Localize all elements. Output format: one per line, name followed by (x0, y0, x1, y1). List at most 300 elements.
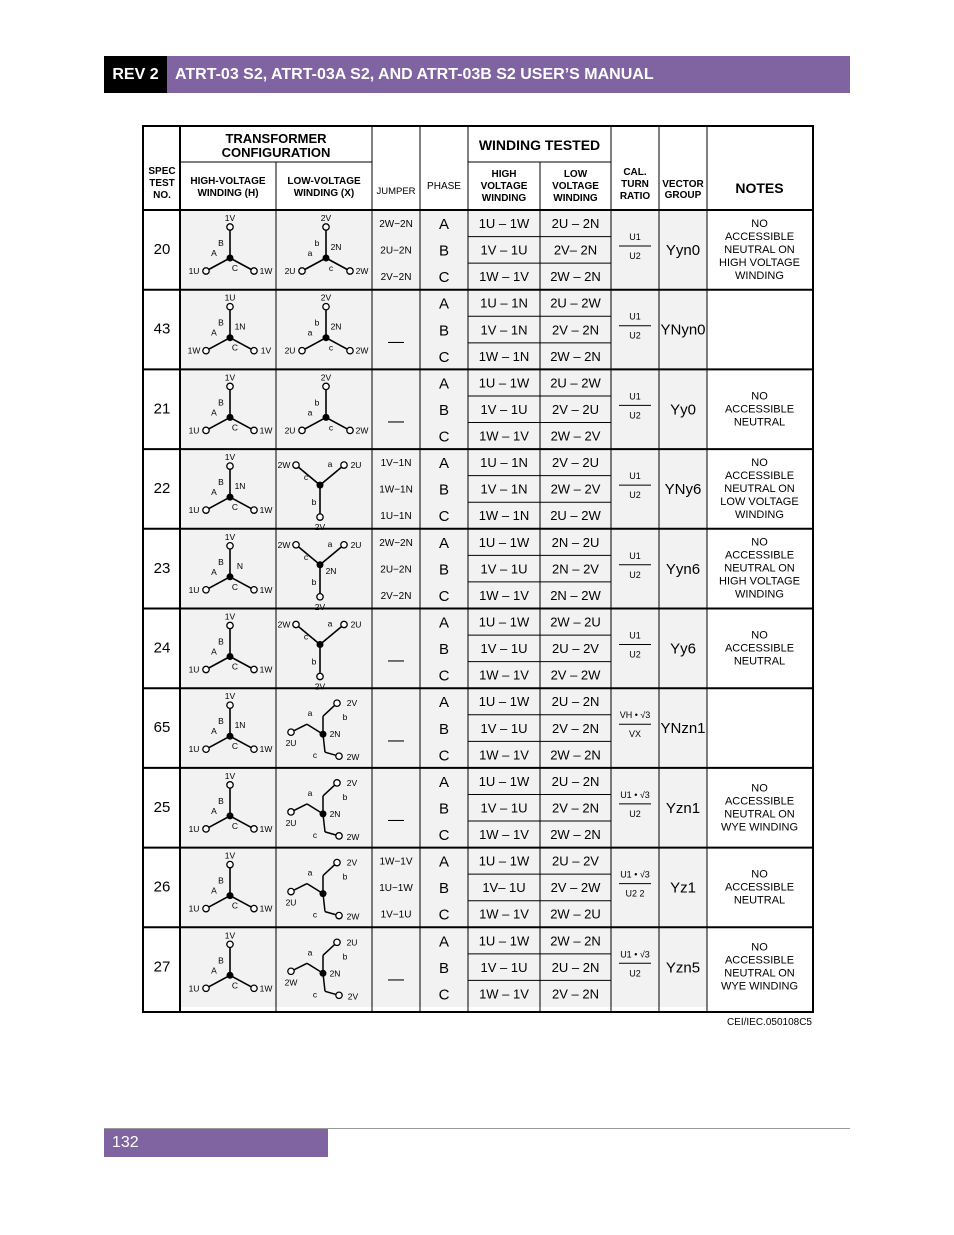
hv-winding-diagram-label: C (231, 661, 239, 672)
lv-winding-tested: 2V – 2N (552, 720, 599, 736)
hv-winding-tested: 1V – 1U (480, 401, 528, 417)
notes-text: NEUTRAL ON (724, 967, 795, 980)
phase-label: B (438, 561, 450, 579)
hv-winding-tested: 1W – 1V (479, 906, 529, 922)
low-voltage-header: VOLTAGE (552, 181, 599, 192)
hv-winding-tested: 1V – 1U (480, 720, 528, 736)
lv-winding-tested: 2U – 2W (550, 508, 601, 524)
lv-winding-diagram-label: 2V (320, 292, 332, 303)
notes-text: ACCESSIBLE (724, 230, 795, 243)
jumper-value: — (388, 731, 404, 749)
notes-text: NO (751, 390, 768, 403)
notes-text: NO (751, 782, 768, 795)
hv-winding-tested: 1V – 1U (480, 242, 528, 258)
hv-winding-diagram-terminal (203, 587, 209, 593)
hv-winding-diagram-label: 1W (259, 584, 273, 595)
lv-winding-diagram-label: 2N (330, 321, 342, 332)
notes-text: NO (751, 941, 768, 954)
hv-winding-diagram-label: A (211, 885, 217, 896)
vector-group-value: YNy6 (664, 481, 702, 499)
phase-label: B (438, 959, 450, 977)
hv-winding-diagram-terminal (227, 622, 233, 628)
phase-label: A (438, 375, 450, 393)
lv-winding-diagram-label: b (311, 656, 317, 667)
hv-winding-diagram-label: B (218, 795, 224, 806)
spec-test-number: 21 (153, 400, 171, 418)
phase-label: C (438, 269, 450, 287)
turn-ratio-denominator: U2 (629, 808, 641, 819)
lv-winding-diagram-label: a (327, 459, 333, 470)
hv-winding-diagram-neutral-point (227, 653, 234, 660)
lv-winding-diagram-label: c (312, 909, 318, 920)
hv-winding-diagram-label: C (231, 980, 239, 991)
cal-turn-ratio-header: TURN (621, 179, 649, 190)
vector-group-value: Yz1 (670, 879, 696, 897)
lv-winding-diagram-label: b (342, 951, 348, 962)
hv-winding-diagram-label: B (218, 317, 224, 328)
lv-winding-diagram-label: b (311, 497, 317, 508)
hv-winding-diagram-label: 1U (188, 505, 200, 516)
jumper-value: 2V−2N (380, 272, 412, 284)
notes-text: NEUTRAL (733, 655, 786, 668)
hv-winding-tested: 1U – 1N (480, 295, 528, 311)
lv-winding-tested: 2V– 2N (553, 242, 598, 258)
lv-winding-diagram-terminal (347, 427, 353, 433)
phase-label: B (438, 720, 450, 738)
lv-winding-diagram-label: c (328, 422, 334, 433)
lv-winding-tested: 2U – 2V (552, 853, 599, 869)
lv-winding-tested: 2W – 2V (550, 481, 601, 497)
hv-winding-diagram-label: 1U (188, 266, 200, 276)
notes-text: ACCESSIBLE (724, 795, 795, 808)
lv-winding-tested: 2V – 2W (550, 667, 601, 683)
hv-winding-diagram-label: B (218, 955, 224, 966)
jumper-value: 2U−2N (380, 245, 412, 257)
lv-winding-diagram-label: 2U (350, 460, 362, 471)
lv-winding-diagram-terminal (336, 753, 342, 759)
hv-winding-diagram-label: B (218, 238, 224, 248)
lv-winding-diagram-terminal (317, 594, 323, 600)
lv-winding-diagram-label: a (307, 248, 313, 258)
winding-tested-header: WINDING TESTED (478, 137, 601, 153)
hv-winding-diagram-label: C (231, 502, 239, 513)
hv-winding-diagram-label: 1W (259, 823, 273, 834)
hv-winding-diagram-terminal (251, 985, 257, 991)
hv-winding-diagram-label: C (231, 342, 239, 353)
phase-label: B (438, 401, 450, 419)
phase-label: B (438, 481, 450, 499)
hv-winding-diagram-terminal (251, 427, 257, 433)
hv-winding-tested: 1U – 1W (478, 694, 530, 710)
lv-winding-diagram-terminal (299, 427, 305, 433)
phase-label: C (438, 348, 450, 366)
hv-winding-diagram-label: 1V (224, 531, 236, 542)
lv-winding-diagram-label: 2V (346, 698, 358, 709)
hv-winding-diagram-label: C (231, 900, 239, 911)
jumper-value: — (388, 811, 404, 829)
hv-winding-diagram-neutral-point (227, 494, 234, 501)
hv-winding-tested: 1W – 1N (478, 508, 530, 524)
turn-ratio-numerator: U1 (629, 630, 641, 641)
spec-test-number: 24 (153, 639, 171, 657)
turn-ratio-denominator: U2 (629, 649, 641, 660)
hv-winding-tested: 1U – 1W (478, 773, 530, 789)
lv-winding-diagram-neutral-point (317, 641, 324, 648)
turn-ratio-numerator: U1 (629, 391, 641, 402)
lv-winding-diagram-label: 2W (355, 266, 369, 276)
lv-winding-header: WINDING (X) (293, 188, 355, 199)
lv-winding-diagram-label: c (328, 342, 334, 353)
lv-winding-diagram-terminal (299, 348, 305, 354)
hv-winding-diagram-label: A (211, 327, 217, 338)
hv-winding-tested: 1W – 1V (479, 827, 529, 843)
hv-winding-diagram-label: 1U (188, 744, 200, 755)
phase-label: C (438, 827, 450, 845)
hv-winding-diagram-terminal (251, 507, 257, 513)
jumper-value: — (388, 970, 404, 988)
lv-winding-diagram-label: 2N (325, 565, 337, 576)
lv-winding-diagram-label: 2V (314, 522, 326, 533)
spec-test-number: 27 (153, 958, 171, 976)
notes-text: NEUTRAL ON (724, 482, 795, 495)
lv-winding-diagram-label: 2V (320, 372, 332, 383)
notes-text: NO (751, 456, 768, 469)
spec-test-number: 26 (153, 878, 171, 896)
hv-winding-header: HIGH-VOLTAGE (190, 176, 266, 187)
turn-ratio-numerator: U1 (629, 550, 641, 561)
lv-winding-tested: 2U – 2N (551, 216, 600, 231)
lv-winding-diagram-terminal (341, 542, 347, 548)
hv-winding-diagram-label: 1V (224, 691, 236, 702)
vector-group-value: Yyn6 (665, 560, 701, 578)
hv-winding-tested: 1U – 1W (478, 933, 530, 949)
spec-header: TEST (149, 178, 175, 189)
notes-text: NEUTRAL ON (724, 808, 795, 821)
hv-winding-diagram-terminal (203, 666, 209, 672)
phase-label: A (438, 455, 450, 473)
notes-text: NO (751, 217, 768, 230)
lv-winding-diagram-label: 2U (350, 539, 362, 550)
notes-text: ACCESSIBLE (724, 881, 795, 894)
lv-winding-diagram-label: b (311, 576, 317, 587)
lv-winding-tested: 2W – 2U (550, 906, 601, 922)
low-voltage-header: WINDING (553, 193, 598, 204)
spec-test-number: 43 (153, 320, 171, 338)
hv-winding-diagram-label: 1V (224, 452, 236, 463)
hv-winding-diagram-label: 1V (224, 930, 236, 941)
lv-winding-diagram-label: c (312, 750, 318, 761)
hv-winding-diagram-label: A (211, 566, 217, 577)
lv-winding-tested: 2U – 2W (550, 375, 601, 391)
notes-text: NEUTRAL ON (724, 243, 795, 256)
hv-winding-diagram-label: 1V (224, 850, 236, 861)
jumper-header: JUMPER (376, 186, 416, 197)
hv-winding-diagram-label: 1V (224, 213, 236, 223)
hv-winding-tested: 1W – 1V (479, 747, 529, 763)
notes-header: NOTES (735, 180, 784, 196)
hv-winding-header: WINDING (H) (197, 188, 259, 199)
hv-winding-diagram-label: A (211, 487, 217, 498)
lv-winding-diagram-label: a (307, 327, 313, 338)
hv-winding-diagram-label: 1V (260, 345, 272, 356)
lv-winding-diagram-label: a (327, 538, 333, 549)
notes-text: NO (751, 868, 768, 881)
lv-winding-diagram-label: 2V (314, 681, 326, 692)
hv-winding-diagram-terminal (203, 905, 209, 911)
lv-winding-diagram-neutral-point (320, 970, 327, 977)
notes-text: NO (751, 536, 768, 549)
lv-winding-diagram-label: a (307, 867, 313, 878)
hv-winding-diagram-terminal (227, 702, 233, 708)
lv-winding-diagram-terminal (288, 809, 294, 815)
lv-winding-diagram-label: b (314, 317, 320, 328)
spec-test-number: 22 (153, 480, 171, 498)
hv-winding-diagram-label: B (218, 716, 224, 727)
lv-winding-diagram-neutral-point (317, 482, 324, 489)
hv-winding-diagram-terminal (227, 543, 233, 549)
hv-winding-diagram-terminal (227, 304, 233, 310)
jumper-value: 1W−1V (379, 856, 413, 868)
lv-winding-diagram-label: 2V (346, 777, 358, 788)
lv-winding-diagram-label: 2W (346, 831, 360, 842)
hv-winding-diagram-label: 1N (234, 720, 246, 731)
cal-turn-ratio-header: RATIO (619, 191, 651, 202)
hv-winding-diagram-terminal (203, 507, 209, 513)
vector-group-value: YNzn1 (660, 720, 706, 738)
hv-winding-tested: 1V – 1N (480, 481, 528, 497)
lv-winding-tested: 2N – 2W (550, 587, 601, 603)
lv-winding-diagram-neutral-point (320, 890, 327, 897)
notes-text: NEUTRAL (733, 894, 786, 907)
turn-ratio-denominator: U2 (629, 569, 641, 580)
lv-winding-header: LOW-VOLTAGE (287, 176, 361, 187)
hv-winding-diagram-label: 1W (259, 664, 273, 675)
lv-winding-diagram-neutral-point (323, 255, 330, 262)
hv-winding-diagram-label: A (211, 407, 217, 418)
lv-winding-diagram-label: 2W (346, 752, 360, 763)
lv-winding-diagram-label: 2W (355, 425, 369, 436)
phase-label: A (438, 933, 450, 951)
hv-winding-diagram-neutral-point (227, 812, 234, 819)
notes-text: WYE WINDING (721, 980, 798, 993)
lv-winding-tested: 2V – 2N (552, 800, 599, 816)
jumper-value: 1U−1N (380, 511, 412, 523)
lv-winding-diagram-label: a (307, 407, 313, 418)
phase-label: B (438, 800, 450, 818)
hv-winding-diagram-terminal (251, 905, 257, 911)
notes-text: WYE WINDING (721, 821, 798, 834)
phase-label: A (438, 694, 450, 712)
lv-winding-tested: 2U – 2V (552, 641, 599, 657)
lv-winding-diagram-label: 2W (346, 911, 360, 922)
hv-winding-tested: 1U – 1W (478, 216, 530, 231)
hv-winding-tested: 1U – 1W (478, 375, 530, 391)
jumper-value: 2U−2N (380, 564, 412, 576)
lv-winding-diagram-neutral-point (323, 414, 330, 421)
low-voltage-header: LOW (563, 169, 588, 180)
notes-text: NO (751, 629, 768, 642)
jumper-value: 2V−2N (380, 590, 412, 602)
phase-label: C (438, 906, 450, 924)
lv-winding-diagram-terminal (299, 268, 305, 274)
lv-winding-tested: 2V – 2U (552, 455, 599, 471)
hv-winding-diagram-label: 1V (224, 770, 236, 781)
lv-winding-diagram-terminal (334, 859, 340, 865)
phase-label: A (438, 216, 450, 233)
lv-winding-tested: 2W – 2N (550, 747, 601, 763)
hv-winding-diagram-label: 1U (188, 983, 200, 994)
lv-winding-diagram-label: b (342, 871, 348, 882)
hv-winding-diagram-label: 1V (224, 611, 236, 622)
hv-winding-diagram-label: 1W (259, 983, 273, 994)
hv-winding-diagram-terminal (227, 941, 233, 947)
hv-winding-diagram-label: A (211, 965, 217, 976)
hv-winding-diagram-label: A (211, 248, 217, 258)
vector-group-value: Yzn5 (665, 959, 701, 977)
lv-winding-diagram-terminal (288, 968, 294, 974)
notes-text: HIGH VOLTAGE (719, 575, 800, 588)
hv-winding-diagram-terminal (227, 782, 233, 788)
lv-winding-tested: 2W – 2N (550, 827, 601, 843)
phase-label: B (438, 880, 450, 898)
hv-winding-diagram-label: 1U (188, 584, 200, 595)
phase-label: C (438, 508, 450, 526)
lv-winding-diagram-neutral-point (320, 810, 327, 817)
spec-header: SPEC (148, 166, 176, 177)
hv-winding-diagram-label: N (236, 560, 244, 571)
lv-winding-diagram-terminal (323, 383, 329, 389)
cal-turn-ratio-header: CAL. (623, 167, 647, 178)
hv-winding-diagram-label: B (218, 875, 224, 886)
vector-group-header: GROUP (664, 190, 702, 201)
lv-winding-diagram-label: 2N (330, 242, 342, 252)
high-voltage-header: WINDING (481, 193, 527, 204)
vector-group-value: Yzn1 (665, 799, 701, 817)
lv-winding-diagram-label: a (307, 708, 313, 719)
hv-winding-diagram-label: 1W (259, 744, 273, 755)
hv-winding-diagram-label: B (218, 397, 224, 408)
hv-winding-diagram-terminal (227, 861, 233, 867)
hv-winding-diagram-terminal (251, 826, 257, 832)
phase-label: A (438, 295, 450, 313)
phase-label: B (438, 242, 450, 260)
lv-winding-diagram-label: 2N (329, 808, 341, 819)
hv-winding-diagram-neutral-point (227, 733, 234, 740)
lv-winding-diagram-label: c (303, 551, 309, 562)
lv-winding-diagram-terminal (334, 780, 340, 786)
hv-winding-diagram-label: 1W (259, 425, 273, 436)
lv-winding-tested: 2U – 2N (551, 694, 600, 710)
lv-winding-diagram-label: b (342, 791, 348, 802)
lv-winding-diagram-label: 2V (347, 991, 359, 1002)
revision-label: REV 2 (104, 56, 167, 93)
phase-label: C (438, 667, 450, 685)
lv-winding-diagram-terminal (317, 514, 323, 520)
spec-test-number: 20 (153, 241, 171, 258)
hv-winding-diagram-label: 1U (188, 903, 200, 914)
hv-winding-diagram-terminal (251, 587, 257, 593)
hv-winding-diagram-terminal (203, 746, 209, 752)
lv-winding-diagram-label: 2V (320, 213, 332, 223)
phase-label: C (438, 428, 450, 446)
hv-winding-tested: 1W – 1V (479, 986, 529, 1002)
hv-winding-diagram-terminal (251, 268, 257, 274)
hv-winding-tested: 1V– 1U (482, 880, 526, 896)
hv-winding-diagram-label: C (231, 820, 239, 831)
hv-winding-diagram-terminal (203, 268, 209, 274)
hv-winding-diagram-label: 1W (187, 345, 201, 356)
lv-winding-diagram-label: 2N (329, 968, 341, 979)
lv-winding-diagram-label: 2U (284, 266, 296, 276)
vector-group-value: Yy6 (670, 640, 696, 658)
lv-winding-diagram-label: c (303, 631, 309, 642)
notes-text: LOW VOLTAGE (720, 495, 799, 508)
vector-group-value: YNyn0 (660, 321, 706, 339)
high-voltage-header: HIGH (491, 169, 517, 180)
phase-label: A (438, 534, 450, 552)
lv-winding-diagram-label: 2U (350, 619, 362, 630)
hv-winding-diagram-label: 1W (259, 266, 273, 276)
hv-winding-diagram-neutral-point (227, 573, 234, 580)
hv-winding-tested: 1V – 1U (480, 800, 528, 816)
hv-winding-diagram-label: C (231, 581, 239, 592)
hv-winding-tested: 1U – 1W (478, 614, 530, 630)
phase-label: C (438, 986, 450, 1004)
lv-winding-diagram-neutral-point (323, 334, 330, 341)
lv-winding-diagram-label: 2U (284, 425, 296, 436)
hv-winding-diagram-terminal (251, 348, 257, 354)
hv-winding-diagram-label: B (218, 477, 224, 488)
notes-text: NEUTRAL ON (724, 562, 795, 575)
turn-ratio-denominator: U2 (629, 330, 641, 341)
hv-winding-diagram-label: 1W (259, 903, 273, 914)
turn-ratio-denominator: U2 (629, 968, 641, 979)
notes-text: WINDING (735, 508, 784, 521)
hv-winding-diagram-terminal (203, 826, 209, 832)
notes-text: ACCESSIBLE (724, 549, 795, 562)
hv-winding-diagram-label: 1N (234, 481, 246, 492)
notes-text: WINDING (735, 588, 784, 601)
vector-group-value: Yy0 (670, 401, 696, 419)
hv-winding-tested: 1U – 1N (480, 455, 528, 471)
hv-winding-diagram-label: B (218, 556, 224, 567)
lv-winding-diagram-terminal (323, 224, 329, 230)
phase-label: B (438, 322, 450, 340)
lv-winding-tested: 2V – 2N (552, 322, 599, 338)
notes-text: NEUTRAL (733, 416, 786, 429)
hv-winding-diagram-label: C (231, 422, 239, 433)
vector-group-header: VECTOR (662, 179, 704, 190)
lv-winding-tested: 2N – 2V (552, 561, 599, 577)
hv-winding-diagram-label: 1U (188, 425, 200, 436)
lv-winding-diagram-label: b (342, 712, 348, 723)
hv-winding-tested: 1V – 1U (480, 641, 528, 657)
lv-winding-diagram-terminal (334, 939, 340, 945)
lv-winding-diagram-label: 2V (314, 601, 326, 612)
lv-winding-tested: 2W – 2U (550, 614, 601, 630)
turn-ratio-numerator: VH • √3 (619, 710, 651, 721)
hv-winding-tested: 1W – 1N (478, 348, 530, 364)
spec-test-number: 65 (153, 719, 171, 737)
lv-winding-diagram-terminal (334, 700, 340, 706)
hv-winding-tested: 1V – 1U (480, 959, 528, 975)
lv-winding-diagram-label: b (314, 238, 320, 248)
phase-label: C (438, 747, 450, 765)
lv-winding-tested: 2V – 2U (552, 401, 599, 417)
hv-winding-diagram-label: 1U (188, 664, 200, 675)
turn-ratio-numerator: U1 • √3 (620, 789, 650, 800)
turn-ratio-numerator: U1 • √3 (620, 949, 650, 960)
